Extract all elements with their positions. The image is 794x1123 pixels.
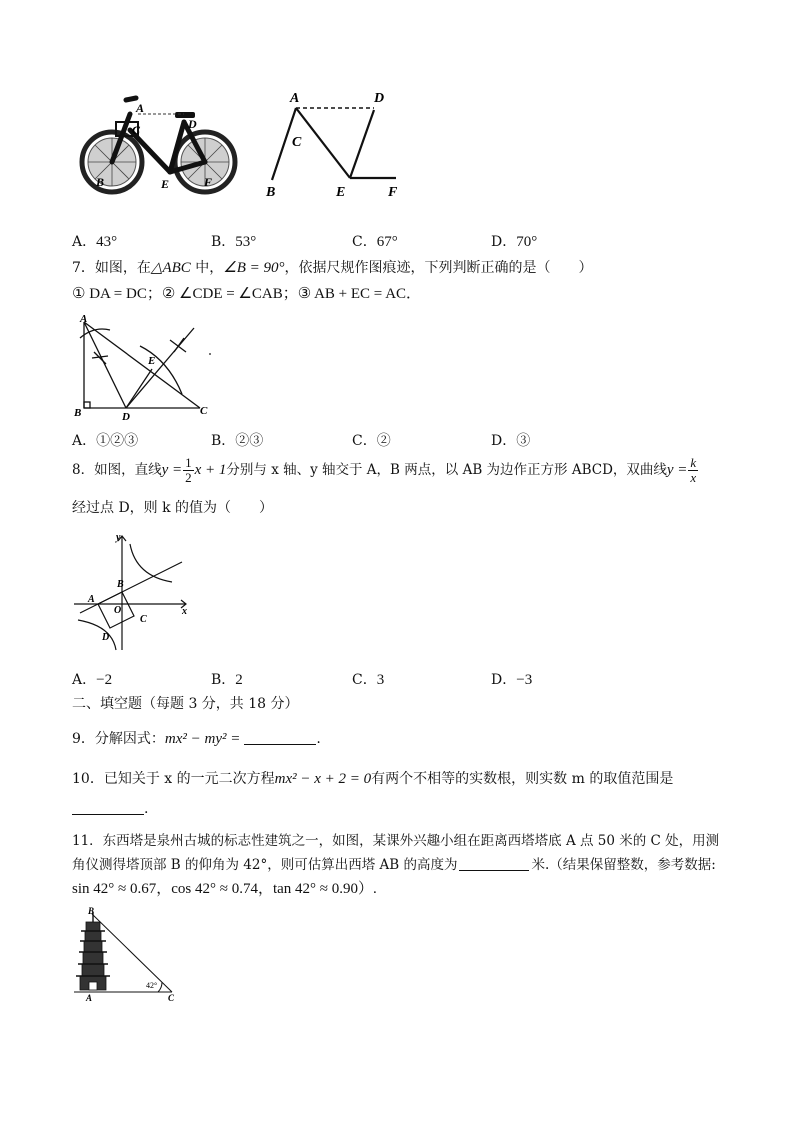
q7-label-d: D — [122, 411, 130, 422]
q8-label-c: C — [140, 614, 147, 625]
q8-label-b: B — [117, 579, 124, 590]
q8-option-b[interactable]: B．2 — [211, 672, 243, 688]
q7-option-b[interactable]: B．②③ — [211, 433, 264, 449]
bike-label-a: A — [136, 101, 145, 115]
geo-label-e: E — [336, 185, 346, 200]
q8-label-o: O — [114, 605, 122, 616]
q6-bicycle-figure — [78, 92, 238, 202]
q9-answer-blank[interactable] — [244, 730, 316, 745]
geo-label-a: A — [290, 91, 300, 106]
q6-option-a[interactable]: A．43° — [72, 234, 118, 250]
q7-label-e: E — [148, 355, 156, 367]
q8-option-c[interactable]: C．3 — [352, 672, 385, 688]
q7-option-a[interactable]: A．①②③ — [72, 433, 139, 449]
q9-stem: 9．分解因式：mx² − my² = . — [72, 731, 321, 747]
bike-label-c: C — [132, 123, 141, 137]
q7-label-b: B — [74, 407, 82, 419]
bike-label-b: B — [96, 175, 105, 189]
geo-label-b: B — [266, 185, 276, 200]
q10-answer-line: . — [72, 800, 148, 817]
geo-label-c: C — [292, 135, 302, 150]
q7-label-c: C — [200, 405, 208, 417]
q11-pagoda-figure — [72, 906, 180, 1002]
q8-option-d[interactable]: D．−3 — [491, 672, 533, 688]
q11-label-angle: 42° — [146, 981, 158, 990]
q7-stem: 7．如图，在△ABC 中，∠B = 90°，依据尺规作图痕迹，下列判断正确的是（ ） — [72, 260, 593, 276]
q8-line2: 经过点 D，则 k 的值为（ ） — [72, 500, 274, 516]
q11-reference-data: sin 42° ≈ 0.67，cos 42° ≈ 0.74，tan 42° ≈ 0.90）. — [72, 881, 377, 897]
q11-answer-blank[interactable] — [459, 856, 529, 871]
bike-label-e: E — [161, 177, 170, 191]
q8-fraction-kx: $\frac{k}{x}$ — [690, 455, 697, 485]
q8-label-y: y — [116, 532, 121, 543]
q8-option-a[interactable]: A．−2 — [72, 672, 113, 688]
q8-label-a: A — [88, 594, 95, 605]
q8-label-x: x — [182, 606, 187, 617]
q8-fraction-half: $\frac{1}{2}$ — [185, 455, 192, 485]
q8-label-d: D — [102, 632, 110, 643]
section-2-heading: 二、填空题（每题 3 分，共 18 分） — [72, 696, 299, 712]
geo-label-f: F — [388, 185, 398, 200]
bike-label-d: D — [188, 117, 197, 131]
q7-label-a: A — [80, 313, 88, 325]
q7-option-c[interactable]: C．② — [352, 433, 391, 449]
q10-stem: 10．已知关于 x 的一元二次方程mx² − x + 2 = 0有两个不相等的实数根，则实数 m 的取值范围是 — [72, 771, 674, 787]
bike-label-f: F — [204, 175, 213, 189]
q6-option-c[interactable]: C．67° — [352, 234, 398, 250]
q11-line2: 角仪测得塔顶部 B 的仰角为 42°，则可估算出西塔 AB 的高度为 米.（结果保留整数，参考数据: — [72, 857, 716, 873]
q6-option-d[interactable]: D．70° — [491, 234, 538, 250]
q7-figure — [70, 312, 220, 422]
q11-line1: 11．东西塔是泉州古城的标志性建筑之一，如图，某课外兴趣小组在距离西塔塔底 A 点 50 米的 C 处，用测 — [72, 833, 720, 849]
q11-label-a: A — [86, 993, 93, 1002]
q6-option-b[interactable]: B．53° — [211, 234, 257, 250]
q7-judgements: ① DA = DC；② ∠CDE = ∠CAB；③ AB + EC = AC． — [72, 286, 422, 302]
q10-answer-blank[interactable] — [72, 800, 144, 815]
q7-option-d[interactable]: D．③ — [491, 433, 531, 449]
geo-label-d: D — [374, 91, 385, 106]
q11-label-c: C — [168, 993, 175, 1002]
q8-figure — [72, 530, 196, 654]
q6-geometry-figure — [262, 88, 412, 200]
q11-label-b: B — [88, 906, 95, 916]
q8-stem: 8．如图，直线y = $\frac{1}{2}$ x + 1分别与 x 轴、y 轴交于 A，B 两点，以 AB 为边作正方形 ABCD，双曲线y = $\frac{k}{x}$ — [72, 455, 697, 485]
